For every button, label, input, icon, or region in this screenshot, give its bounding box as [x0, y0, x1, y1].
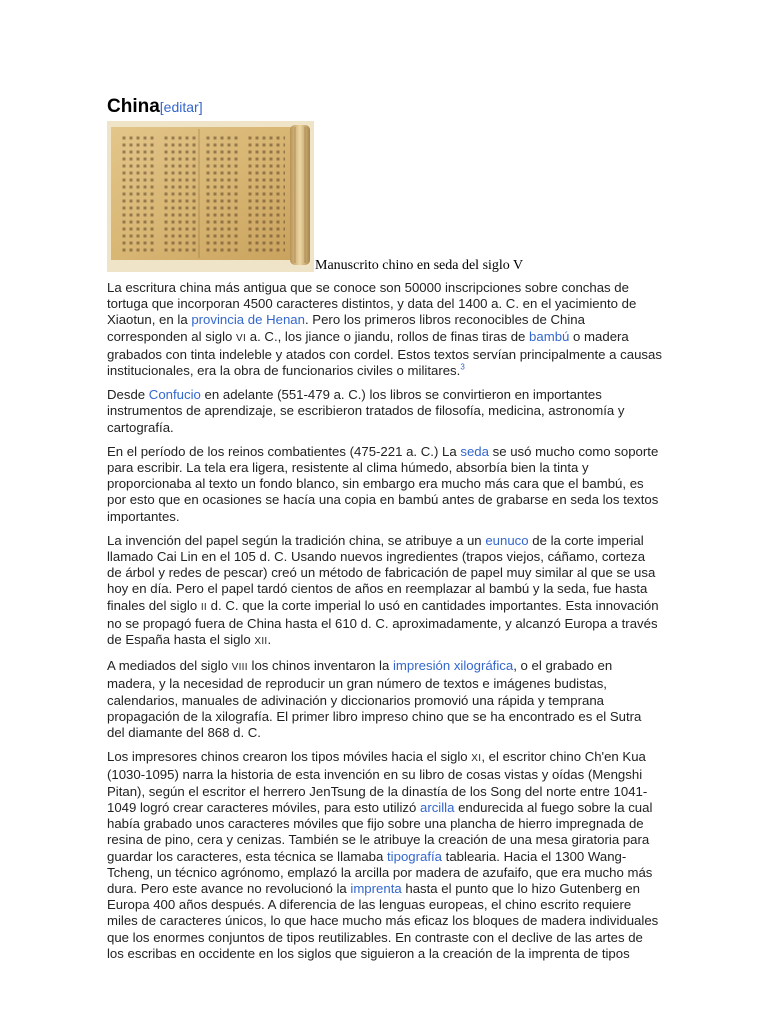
link-arcilla[interactable]: arcilla — [419, 799, 455, 815]
link-imprenta[interactable]: imprenta — [350, 880, 402, 896]
edit-bracket-open: [ — [159, 99, 164, 115]
paragraph-4 — [107, 533, 662, 650]
text-span: . Pero los primeros libros reconocibles de China corresponden al siglo — [107, 312, 585, 344]
text-span: a. C., los jiance o jiandu, rollos de finas tiras de — [246, 328, 530, 344]
link-eunuco[interactable]: eunuco — [485, 532, 529, 548]
text-span: se usó mucho como soporte para escribir. La tela era ligera, resistente al clima húmedo, absorbía bien la tinta y proporcionaba al texto un fondo blanco, sin embargo era mucho más cara que el bambú, es por esto que en ocasiones se hacía una copia en bambú antes de grabarse en seda los textos importantes. — [107, 443, 659, 524]
text-span: los chinos inventaron la — [247, 658, 393, 674]
text-span: La invención del papel según la tradición china, se atribuye a un — [107, 532, 486, 548]
text-span: Desde — [107, 387, 149, 403]
edit-link[interactable]: editar — [163, 99, 199, 115]
article-body — [107, 280, 662, 970]
paragraph-6 — [107, 749, 662, 962]
text-span: , el escritor chino Ch'en Kua (1030-1095) narra la historia de esta invención en su libro de cosas vistas y oídas (Mengshi Pitan), según el escritor el herrero JenTsung de la dinastía de los Song del norte entre 1041-1049 logró crear caracteres móviles, para esto utilizó — [107, 749, 648, 815]
edit-section-link[interactable] — [160, 99, 203, 115]
edit-bracket-close: ] — [198, 99, 203, 115]
century-numeral: XII — [254, 636, 268, 648]
century-numeral: II — [200, 601, 208, 613]
image-caption: Manuscrito chino en seda del siglo V — [315, 258, 524, 273]
link-impresion-xilografica[interactable]: impresión xilográfica — [393, 658, 514, 674]
century-numeral: VI — [236, 332, 247, 344]
paragraph-5 — [107, 658, 662, 741]
section-heading — [107, 96, 203, 118]
century-numeral: VIII — [231, 662, 248, 674]
text-span: hasta el punto que lo hizo Gutenberg en Europa 400 años después. A diferencia de las lenguas europeas, el chino escrito requiere miles de caracteres únicos, lo que hace mucho más eficaz los bloques de madera individuales que los enormes conjuntos de tipos reutilizables. En contraste con el declive de las artes de los escribas en occidente en los siglos que siguieron a la creación de la imprenta de tipos — [107, 880, 659, 961]
paragraph-2 — [107, 387, 662, 436]
link-bambu[interactable]: bambú — [529, 328, 570, 344]
link-tipografia[interactable]: tipografía — [387, 848, 443, 864]
text-span: , o el grabado en madera, y la necesidad de reproducir un gran número de textos e imágenes budistas, calendarios, manuales de adivinación y diccionarios promovió una rápida y temprana propagación de la xilografía. El primer libro impreso chino que se ha encontrado es el Sutra del diamante del 868 d. C. — [107, 658, 642, 741]
footnote-ref[interactable] — [460, 363, 464, 372]
link-confucio[interactable]: Confucio — [148, 387, 201, 403]
paragraph-3 — [107, 444, 662, 525]
link-provincia-de-henan[interactable]: provincia de Henan — [191, 312, 305, 328]
text-span: de la corte imperial llamado Cai Lin en el 105 d. C. Usando nuevos ingredientes (trapos viejos, cáñamo, corteza de árbol y redes de pescar) creó un método de fabricación de papel muy similar al que se usa hoy en día. Pero el papel tardó cientos de años en reemplazar al bambú y la seda, fue hasta finales del siglo — [107, 532, 656, 613]
paragraph-1 — [107, 280, 662, 379]
text-span: endurecida al fuego sobre la cual había grabado unos caracteres móviles que fijo sobre una plancha de hierro impregnada de resina de pino, cera y cenizas. También se le atribuye la creación de una mesa giratoria para guardar los caracteres, esta técnica se llamaba — [107, 799, 653, 864]
text-span: d. C. que la corte imperial lo usó en cantidades importantes. Esta innovación no se propagó fuera de China hasta el 610 d. C. aproximadamente, y alcanzó Europa a través de España hasta el siglo — [107, 597, 659, 648]
text-span: La escritura china más antigua que se conoce son 50000 inscripciones sobre conchas de tortuga que incorporan 4500 caracteres distintos, y data del 1400 a. C. en el yacimiento de Xiaotun, en la — [107, 280, 637, 328]
text-span: A mediados del siglo — [107, 658, 232, 674]
section-title: China — [107, 96, 160, 117]
text-span: en adelante (551-479 a. C.) los libros se convirtieron en importantes instrumentos de aprendizaje, se escribieron tratados de filosofía, medicina, astronomía y cartografía. — [107, 387, 625, 435]
silk-manuscript-image[interactable] — [107, 121, 314, 272]
link-seda[interactable]: seda — [460, 443, 489, 459]
text-span: o madera grabados con tinta indeleble y atados con cordel. Estos textos servían principalmente a causas institucionales, era la obra de funcionarios civiles o militares. — [107, 328, 662, 379]
text-span: En el período de los reinos combatientes (475-221 a. C.) La — [107, 443, 461, 459]
text-span: . — [267, 632, 272, 648]
text-span: tablearia. Hacia el 1300 Wang-Tcheng, un técnico agrónomo, emplazó la arcilla por madera de azufaifo, que era mucho más dura. Pero este avance no revolucionó la — [107, 848, 653, 896]
text-span: Los impresores chinos crearon los tipos móviles hacia el siglo — [107, 749, 472, 765]
century-numeral: XI — [471, 753, 482, 765]
footnote-link[interactable]: 3 — [460, 362, 465, 372]
